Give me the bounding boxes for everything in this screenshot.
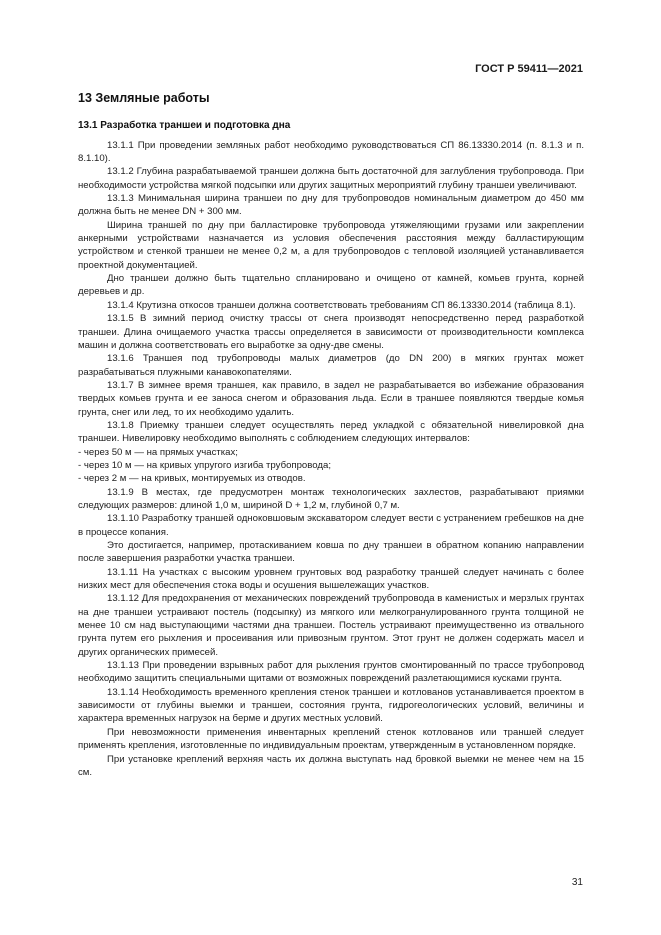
paragraph: 13.1.8 Приемку траншеи следует осуществлять перед укладкой с обязательной нивелировкой дна траншеи. Нивелировку необходимо выполнять с соблюдением следующих интервалов: [78, 419, 584, 445]
paragraph: При установке креплений верхняя часть их должна выступать над бровкой выемки не менее чем на 15 см. [78, 753, 584, 778]
paragraph: 13.1.5 В зимний период очистку трассы от снега производят непосредственно перед разработкой траншеи. Длина очищаемого участка трассы определяется в зависимости от производительности комплекса машин и должна соответствовать его выработке за одну-две смены. [78, 313, 584, 351]
paragraph: Дно траншеи должно быть тщательно спланировано и очищено от камней, комьев грунта, корней деревьев и др. [78, 273, 584, 298]
paragraph: 13.1.14 Необходимость временного крепления стенок траншеи и котлованов устанавливается проектом в зависимости от глубины выемки и траншеи, состояния грунта, гидрогеологических условий, величины и характера временных нагрузок на берме и других местных условий. [78, 686, 584, 725]
section-title: 13 Земляные работы [78, 91, 210, 105]
paragraph: 13.1.12 Для предохранения от механических повреждений трубопровода в каменистых и мерзлых грунтах на дне траншеи устраивают постель (подсыпку) из мягкого или мелкогранулированного грунта толщиной не менее 10 см над выступающими частями дна траншеи. Постель устраивают преимущественно из отвального грунта путем его рыхления и просеивания или привозным грунтом. Этот грунт не должен содержать масел и других органических примесей. [78, 593, 584, 658]
paragraph: 13.1.4 Крутизна откосов траншеи должна соответствовать требованиям СП 86.13330.2014 (таблица 8.1). [107, 299, 576, 311]
paragraph: 13.1.6 Траншея под трубопроводы малых диаметров (до DN 200) в мягких грунтах может разрабатываться плужными канавокопателями. [78, 353, 584, 378]
page-number: 31 [571, 877, 583, 888]
document-id: ГОСТ Р 59411—2021 [475, 63, 583, 75]
paragraph: Ширина траншей по дну при балластировке трубопровода утяжеляющими грузами или закреплении анкерными устройствами назначается из условия обеспечения расстояния между балластирующим устройством и стенкой траншеи не менее 0,2 м, а для трубопроводов с тепловой изоляцией устанавливается проектной документацией. [78, 219, 584, 271]
list-item: - через 2 м — на кривых, монтируемых из отводов. [78, 473, 306, 485]
paragraph: При невозможности применения инвентарных креплений стенок котлованов или траншей следует применять крепления, изготовленные по индивидуальным проектам, утвержденным в установленном порядке. [78, 726, 584, 752]
paragraph: 13.1.1 При проведении земляных работ необходимо руководствоваться СП 86.13330.2014 (п. 8.1.3 и п. 8.1.10). [78, 139, 584, 165]
paragraph: 13.1.2 Глубина разрабатываемой траншеи должна быть достаточной для заглубления трубопровода. При необходимости устройства мягкой подсыпки или других защитных мероприятий глубину траншеи увеличивают. [78, 166, 584, 191]
paragraph: Это достигается, например, протаскиванием ковша по дну траншеи в обратном копанию направлении после завершения разработки участка траншеи. [78, 540, 584, 565]
paragraph: 13.1.9 В местах, где предусмотрен монтаж технологических захлестов, разрабатывают приямки следующих размеров: длиной 1,0 м, шириной D + 1,2 м, глубиной 0,7 м. [78, 486, 584, 511]
paragraph: 13.1.3 Минимальная ширина траншеи по дну для трубопроводов номинальным диаметром до 450 мм должна быть не менее DN + 300 мм. [78, 193, 584, 218]
paragraph: 13.1.11 На участках с высоким уровнем грунтовых вод разработку траншей следует начинать с более низких мест для обеспечения стока воды и осушения вышележащих участков. [78, 566, 584, 592]
document-body [78, 92, 584, 779]
list-item: - через 10 м — на кривых упругого изгиба трубопровода; [78, 459, 331, 471]
interval-list [78, 446, 584, 486]
paragraph: 13.1.7 В зимнее время траншея, как правило, в задел не разрабатывается во избежание образования твердых комьев грунта и ее заноса снегом и образования льда. Если в траншее появляются твердые комья грунта, снег или лед, то их необходимо удалить. [78, 379, 584, 418]
paragraph: 13.1.13 При проведении взрывных работ для рыхления грунтов смонтированный по трассе трубопровод необходимо защитить специальными щитами от возможных повреждений разлетающимися кусками грунта. [78, 660, 584, 685]
subsection-title: 13.1 Разработка траншеи и подготовка дна [78, 120, 291, 132]
list-item: - через 50 м — на прямых участках; [78, 446, 238, 458]
paragraph: 13.1.10 Разработку траншей одноковшовым экскаватором следует вести с устранением гребешков на дне в процессе копания. [78, 513, 584, 538]
